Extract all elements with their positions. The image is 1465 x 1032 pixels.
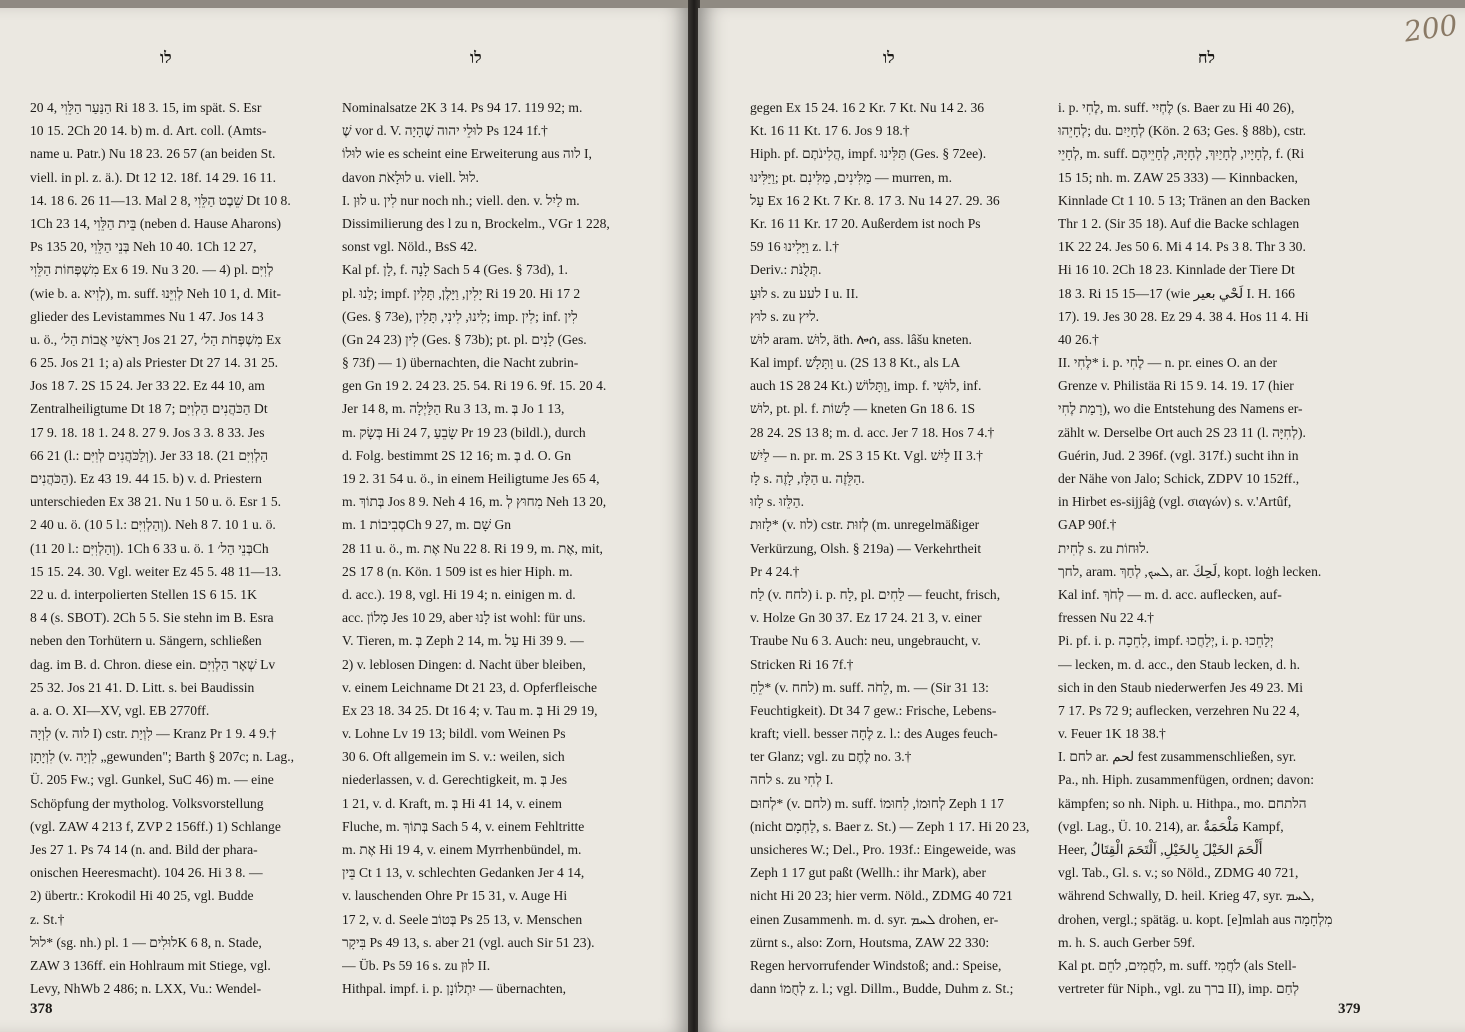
text-line: Nominalsatze 2K 3 14. Ps 94 17. 119 92; m.: [342, 100, 583, 115]
text-line: davon לוּלָאֹת u. viell. לוּל.: [342, 169, 479, 185]
running-head-right-outer: לח: [1198, 48, 1215, 67]
text-line: לָז s. הַלָּז, לָזֶה u. הַלֵּזֶה.: [750, 471, 865, 486]
text-line: vertreter für Niph., vgl. zu ברך II), imp. לְחַם: [1058, 981, 1299, 996]
text-line: der Nähe von Jalo; Schick, ZDPV 10 152ff.,: [1058, 471, 1300, 486]
text-line: (Ges. § 73e), לִינוּ, לִינִי, תָּלִין; imp. לִין; inf. לִין: [342, 308, 578, 324]
text-line: Hithpal. impf. i. p. יִתְלוֹנָן — übernachten,: [342, 981, 567, 996]
text-line: nicht Hi 20 23; hier verm. Nöld., ZDMG 40 721: [750, 888, 1013, 904]
text-line: Ü. 205 Fw.; vgl. Gunkel, SuC 46) m. — eine: [30, 772, 274, 788]
text-line: fressen Nu 22 4.†: [1058, 610, 1154, 626]
text-line: unterschieden Ex 38 21. Nu 1 50 u. ö. Esr 1 5.: [30, 494, 282, 510]
text-line: 20 4, הַנַּעַר הַלֵּוִי Ri 18 3. 15, im spät. S. Esr: [30, 100, 262, 115]
text-line: a. a. O. XI—XV, vgl. EB 2770ff.: [30, 702, 210, 718]
text-line: 15 15. 24. 30. Vgl. weiter Ez 45 5. 48 11—13.: [30, 563, 282, 579]
left-page: [0, 8, 690, 1032]
text-line: Grenze v. Philistäa Ri 15 9. 14. 19. 17 (hier: [1058, 378, 1294, 394]
text-line: Guérin, Jud. 2 396f. (vgl. 317f.) sucht ihn in: [1058, 447, 1299, 463]
text-line: 1Ch 23 14, בֵּית הַלֵּוִי (neben d. Hause Aharons): [30, 215, 282, 231]
text-line: unsicheres W.; Del., Pro. 193f.: Eingeweide, was: [750, 842, 1016, 857]
text-line: 22 u. d. interpolierten Stellen 1S 6 15. 1K: [30, 586, 257, 602]
text-line: Levy, NhWb 2 486; n. LXX, Vu.: Wendel-: [30, 981, 262, 996]
text-line: I. לחם ar. لحم fest zusammenschließen, syr.: [1058, 749, 1297, 765]
text-line: m. אֶת Hi 19 4, v. einem Myrrhenbündel, m.: [342, 842, 582, 857]
text-line: d. Folg. bestimmt 2S 12 16; m. בְּ d. O. Gn: [342, 447, 572, 463]
text-line: glieder des Levistammes Nu 1 47. Jos 14 3: [30, 308, 264, 324]
text-line: (nicht לַחְמָם, s. Baer z. St.) — Zeph 1 17. Hi 20 23,: [750, 818, 1030, 834]
running-head-left-outer: לו: [160, 48, 172, 67]
text-line: (vgl. ZAW 4 213 f, ZVP 2 156ff.) 1) Schlange: [30, 818, 281, 834]
handwritten-page-note: 200: [1401, 8, 1460, 49]
text-line: לוּל* (sg. nh.) pl. לוּלִים — 1K 6 8, n. Stade,: [30, 934, 262, 950]
text-line: לוּץ s. zu ליץ.: [750, 308, 820, 324]
text-line: name u. Patr.) Nu 18 23. 26 57 (an beiden St.: [30, 146, 276, 162]
text-line: kraft; viell. besser לֶחָה z. l.: des Auges feuch-: [750, 726, 998, 742]
text-line: 8 4 (s. SBOT). 2Ch 5 5. Sie stehn im B. Esra: [30, 610, 274, 626]
text-line: d. acc.). 19 8, vgl. Hi 19 4; n. einigen m. d.: [342, 586, 576, 602]
text-line: לחה s. zu לְחִי I.: [750, 772, 834, 788]
text-line: (Gn 24 23) לִין (Ges. § 73b); pt. pl. לָנִים (Ges.: [342, 331, 587, 347]
text-line: v. einem Leichname Dt 21 23, d. Opferfleische: [342, 679, 598, 695]
text-line: Hiph. pf. הֲלִינֹתֶם, impf. תַּלִּינוּ (Ges. § 72ee).: [750, 146, 987, 162]
text-line: Kr. 16 11 Kr. 17 20. Außerdem ist noch Ps: [750, 215, 981, 231]
text-line: 30 6. Oft allgemein im S. v.: weilen, sich: [342, 749, 565, 765]
text-line: לֵחַ* (v. לחח) m. suff. לֵחֹה, m. — (Sir 31 13:: [750, 679, 989, 695]
text-line: zürnt s., also: Zorn, Houtsma, ZAW 22 330:: [750, 934, 990, 950]
text-line: ZAW 3 136ff. ein Hohlraum mit Stiege, vgl.: [30, 957, 271, 973]
text-line: onischen Heeresmacht). 104 26. Hi 3 8. —: [30, 865, 263, 881]
text-line: 15 15; nh. m. ZAW 25 333) — Kinnbacken,: [1058, 169, 1298, 185]
text-line: לָזוּת* (v. לוז) cstr. לְזוּת (m. unregelmäßiger: [750, 517, 980, 533]
text-line: V. Tieren, m. בְּ Zeph 2 14, m. עַל Hi 39 9. —: [342, 633, 584, 649]
text-line: Dissimilierung des l zu n, Brockelm., VGr 1 228,: [342, 215, 610, 231]
text-line: Deriv.: תְּלֻנֹּת.: [750, 262, 822, 278]
text-line: § 73f) — 1) übernachten, die Nacht zubrin-: [342, 355, 579, 371]
text-line: וַיַּלִּינוּ; pt. מַלִּינִים, מַלִּינִם — murren, m.: [750, 169, 952, 185]
text-line: m. h. S. auch Gerber 59f.: [1058, 934, 1196, 950]
text-line: in Hirbet es-sijjâġ (vgl. σιαγών) s. v.'Artûf,: [1058, 494, 1292, 510]
text-line: neben den Torhütern u. Sängern, schließen: [30, 633, 262, 649]
text-line: I. לוּן u. לִין nur noch nh.; viell. den. v. לַיִל m.: [342, 192, 580, 208]
text-line: während Schwally, D. heil. Krieg 47, syr. ܠܚܡ,: [1058, 888, 1315, 904]
right-page-column-2: [1058, 96, 1363, 996]
text-line: GAP 90f.†: [1058, 517, 1117, 533]
text-line: לָזוּ s. הַלֵּזוּ.: [750, 494, 804, 510]
right-page-column-1: [750, 96, 1050, 996]
text-line: לִוְיָה (v. לוה I) cstr. לִוְיַת — Kranz Pr 1 9. 4 9.†: [30, 726, 277, 742]
text-line: (vgl. Lag., Ü. 10. 214), ar. مَلْحَمَةٌ Kampf,: [1058, 818, 1284, 834]
text-line: 25 32. Jos 21 41. D. Litt. s. bei Baudissin: [30, 679, 255, 695]
text-line: 6 25. Jos 21 1; a) als Priester Dt 27 14. 31 25.: [30, 355, 279, 371]
text-line: dann לְחֻמוֹ z. l.; vgl. Dillm., Budde, Duhm z. St.;: [750, 981, 1014, 996]
text-line: לחך, aram. ܠܚܟ, לְחַךְ, ar. لَحِكَ, kopt. loġh lecken.: [1058, 563, 1322, 579]
text-line: sich in den Staub niederwerfen Jes 49 23. Mi: [1058, 679, 1304, 695]
text-line: Jes 27 1. Ps 74 14 (n. and. Bild der phara-: [30, 842, 258, 857]
left-page-column-2: [342, 96, 652, 996]
text-line: (wie b. a. לְוִיא), m. suff. לְוִיֵּנוּ Neh 10 1, d. Mit-: [30, 285, 282, 301]
text-line: Regen hervorrufender Windstoß; and.: Speise,: [750, 957, 1002, 973]
text-line: Stricken Ri 16 7f.†: [750, 656, 854, 672]
text-line: לוּלוֹ wie es scheint eine Erweiterung aus לוה I,: [342, 146, 592, 162]
text-line: עַל Ex 16 2 Kt. 7 Kr. 8. 17 3. Nu 14 27. 29. 36: [750, 192, 1000, 208]
text-line: II. לֶחִי* i. p. לֶחִי — n. pr. eines O. an der: [1058, 355, 1278, 371]
text-line: zählt w. Derselbe Ort auch 2S 23 11 (l. לְחִיָּה).: [1058, 424, 1306, 440]
text-line: ter Glanz; vgl. zu לֶחֶם no. 3.†: [750, 749, 912, 765]
text-line: dag. im B. d. Chron. diese ein. שְׁאָר הַלְוִיִּם Lv: [30, 656, 276, 672]
text-line: Pr 4 24.†: [750, 563, 800, 579]
text-line: Jos 18 7. 2S 15 24. Jer 33 22. Ez 44 10, am: [30, 378, 265, 394]
text-line: pl. לַנוּ; impf. יָלִין, וַיָּלֶן, תָּלִין Ri 19 20. Hi 17 2: [342, 285, 581, 301]
text-line: לַיִשׁ — n. pr. m. 2S 3 15 Kt. Vgl. לַיִשׁ II 3.†: [750, 447, 983, 463]
text-line: 17 2, v. d. Seele בְּטוֹב Ps 25 13, v. Menschen: [342, 911, 583, 927]
text-line: Fluche, m. בְּתוֹךְ Sach 5 4, v. einem Fehltritte: [342, 818, 585, 834]
text-line: Ex 23 18. 34 25. Dt 16 4; v. Tau m. בְּ Hi 29 19,: [342, 702, 598, 718]
text-line: i. p. לֶחִי, m. suff. לֶחְיִי (s. Baer zu Hi 40 26),: [1058, 100, 1295, 115]
text-line: Hi 16 10. 2Ch 18 23. Kinnlade der Tiere Dt: [1058, 262, 1295, 278]
text-line: kämpfen; so nh. Niph. u. Hithpa., mo. הלתחם: [1058, 795, 1307, 811]
text-line: Jer 14 8, m. הַלַּיְלָה Ru 3 13, m. בְּ Jo 1 13,: [342, 401, 565, 417]
text-line: Kt. 16 11 Kt. 17 6. Jos 9 18.†: [750, 123, 910, 139]
text-line: vgl. Tab., Gl. s. v.; so Nöld., ZDMG 40 721,: [1058, 865, 1299, 881]
text-line: acc. מָלוֹן Jes 10 29, aber לָנוּ ist wohl: für uns.: [342, 610, 586, 626]
text-line: 66 21 (l.: וְלַכֹּהֲנִים לְוִיִּם). Jer 33 18. (21 הַלְוִיִּם: [30, 447, 269, 463]
text-line: לְחִית s. zu לוּחוֹת.: [1058, 540, 1150, 556]
text-line: Traube Nu 6 3. Auch: neu, ungebraucht, v.: [750, 633, 981, 649]
text-line: drohen, vergl.; spätäg. u. kopt. [e]mlah aus מִלְחָמָה: [1058, 911, 1333, 927]
text-line: 40 26.†: [1058, 331, 1099, 347]
text-line: לוּשׁ aram. לוּשׁ, äth. ሎሰ, ass. lâšu kneten.: [750, 331, 972, 347]
text-line: 17). 19. Jes 30 28. Ez 29 4. 38 4. Hos 11 4. Hi: [1058, 308, 1309, 324]
text-line: Zeph 1 17 gut paßt (Wellh.: ihr Mark), aber: [750, 865, 986, 881]
text-line: viell. in pl. z. ä.). Dt 12 12. 18f. 14 29. 16 11.: [30, 169, 277, 185]
text-line: בֵּין Ct 1 13, v. schlechten Gedanken Jer 4 14,: [342, 865, 585, 881]
text-line: Kal impf. וַתָּלָשׁ u. (2S 13 8 Kt., als LA: [750, 355, 961, 371]
text-line: einen Zusammenh. m. d. syr. ܠܚܡ drohen, er-: [750, 911, 999, 927]
text-line: 1K 22 24. Jes 50 6. Mi 4 14. Ps 3 8. Thr 3 30.: [1058, 239, 1306, 255]
text-line: — lecken, m. d. acc., den Staub lecken, d. h.: [1058, 656, 1300, 672]
text-line: Pi. pf. i. p. לִחֵכָה, impf. יְלַחֲכוּ, i. p. יְלַחֵכוּ: [1058, 633, 1274, 649]
text-line: 2) übertr.: Krokodil Hi 40 25, vgl. Budde: [30, 888, 254, 904]
text-line: v. Holze Gn 30 37. Ez 17 24. 21 3, v. einer: [750, 610, 982, 626]
text-line: 2 40 u. ö. (10 5 l.: וְהַלְוִיִּם). Neh 8 7. 10 1 u. ö.: [30, 517, 276, 533]
text-line: niederlassen, v. d. Gerechtigkeit, m. בְּ Jes: [342, 772, 568, 788]
text-line: Pa., nh. Hiph. zusammenfügen, ordnen; davon:: [1058, 772, 1314, 788]
text-line: gen Gn 19 2. 24 23. 25. 54. Ri 19 6. 9f. 15. 20 4.: [342, 378, 607, 394]
text-line: 59 16 וַיָּלִינוּ z. l.†: [750, 239, 840, 255]
text-line: Verkürzung, Olsh. § 219a) — Verkehrtheit: [750, 540, 982, 556]
text-line: gegen Ex 15 24. 16 2 Kr. 7 Kt. Nu 14 2. 36: [750, 100, 985, 115]
text-line: sonst vgl. Nöld., BsS 42.: [342, 239, 478, 255]
text-line: Ps 135 20, בְּנֵי הַלֵּוִי Neh 10 40. 1Ch 12 27,: [30, 239, 257, 255]
text-line: auch 1S 28 24 Kt.) וַתָּלוֹשׁ, imp. f. לוּשִׁי, inf.: [750, 378, 982, 394]
left-page-column-1: [30, 96, 330, 996]
text-line: לוּעַ s. zu לעע I u. II.: [750, 285, 859, 301]
text-line: u. ö., רָאשֵׁי אֲבוֹת הַל׳ Jos 21 27, מִשְׁפְּחֹת הַל׳ Ex: [30, 331, 282, 347]
text-line: 7 17. Ps 72 9; auflecken, verzehren Nu 22 4,: [1058, 702, 1300, 718]
text-line: 14. 18 6. 26 11—13. Mal 2 8, שֵׁבֶט הַלֵּוִי Dt 10 8.: [30, 192, 291, 208]
text-line: מִשְׁפְּחוֹת הַלֵּוִי Ex 6 19. Nu 3 20. — 4) pl. לְוִיִּם: [30, 262, 274, 278]
text-line: 28 24. 2S 13 8; m. d. acc. Jer 7 18. Hos 7 4.†: [750, 424, 995, 440]
right-page: [698, 8, 1465, 1032]
text-line: v. lauschenden Ohre Pr 15 31, v. Auge Hi: [342, 888, 568, 904]
text-line: Kal pf. לָן, f. לָנָה Sach 5 4 (Ges. § 73d), 1.: [342, 262, 568, 278]
text-line: m. בְּשָׂק Hi 24 7, שָׂבֵעַ Pr 19 23 (bildl.), durch: [342, 424, 586, 440]
text-line: Schöpfung der mytholog. Volksvorstellung: [30, 795, 264, 811]
running-head-left-inner: לו: [470, 48, 482, 67]
text-line: z. St.†: [30, 911, 65, 927]
text-line: לַח (v. לחח) i. p. לָח, pl. לַחִים — feucht, frisch,: [750, 586, 1001, 602]
text-line: m. בְּתוֹךְ Jos 8 9. Neh 4 16, m. מִחוּץ לְ Neh 13 20,: [342, 494, 607, 510]
text-line: לִוְיָתָן (v. לִוְיָה „gewunden"; Barth § 207c; n. Lag.,: [30, 749, 294, 765]
text-line: (11 20 l.: וְהַלְוִיִּם). 1Ch 6 33 u. ö. בְּנֵי הַל׳ 1Ch: [30, 540, 269, 556]
text-line: 28 11 u. ö., m. אֶת Nu 22 8. Ri 19 9, m. אֶת, mit,: [342, 540, 603, 556]
text-line: 17 9. 18. 18 1. 24 8. 27 9. Jos 3 3. 8 33. Jes: [30, 424, 265, 440]
page-number-right: 379: [1338, 1001, 1361, 1017]
text-line: לְחָיֵהוּ; du. לְחָיַיִם (Kön. 2 63; Ges. § 88b), cstr.: [1058, 123, 1307, 139]
text-line: לוּשׁ, pt. pl. f. לָשׁוֹת — kneten Gn 18 6. 1S: [750, 401, 976, 417]
text-line: v. Feuer 1K 18 38.†: [1058, 726, 1166, 742]
text-line: לְחָיֵי, m. suff. לְחָיָיו, לְחָיַיִךְ, לְחָיָהּ, לְחָיֵיהֶם, f. (Ri: [1058, 146, 1305, 162]
text-line: Zentralheiligtume Dt 18 7; הַכֹּהֲנִים הַלְוִיִּם Dt: [30, 401, 268, 417]
text-line: 1 21, v. d. Kraft, m. בְּ Hi 41 14, v. einem: [342, 795, 563, 811]
text-line: v. Lohne Lv 19 13; bildl. vom Weinen Ps: [342, 726, 566, 742]
text-line: רָמַת לֶחִי), wo die Entstehung des Namens er-: [1058, 401, 1303, 417]
text-line: בִּיקָר Ps 49 13, s. aber 21 (vgl. auch Sir 51 23).: [342, 934, 595, 950]
text-line: לְחוּם* (v. לחם) m. suff. לְחוּמוֹ, לִחוּמוֹ Zeph 1 17: [750, 795, 1004, 811]
text-line: — Üb. Ps 59 16 s. zu לוּן II.: [342, 957, 491, 973]
text-line: Feuchtigkeit). Dt 34 7 gew.: Frische, Lebens-: [750, 702, 997, 718]
text-line: Kal pt. לֹחֲמִים, לֹחֵם, m. suff. לֹחֲמִי (als Stell-: [1058, 957, 1297, 973]
text-line: Kal inf. לְחֹךְ — m. d. acc. auflecken, auf-: [1058, 586, 1282, 602]
text-line: 10 15. 2Ch 20 14. b) m. d. Art. coll. (Amts-: [30, 123, 267, 139]
text-line: 18 3. Ri 15 15—17 (wie لَحْي بعير I. H. 166: [1058, 285, 1295, 301]
text-line: Heer, أَلْحَمَ الخَيْلَ بِالخَيْلِ, اَلْتَحَمَ الْقِتَالُ: [1058, 842, 1263, 857]
text-line: הַכֹּהֲנִים). Ez 43 19. 44 15. b) v. d. Priestern: [30, 471, 262, 486]
running-head-right-inner: לו: [883, 48, 895, 67]
text-line: שֶׁ vor d. V. לוּלֵי יהוה שֶׁהָיָה Ps 124 1f.†: [342, 123, 548, 139]
text-line: 2) v. leblosen Dingen: d. Nacht über bleiben,: [342, 656, 586, 672]
text-line: m. סְבִיבוֹת 1Ch 9 27, m. שָׁם Gn: [342, 517, 512, 533]
text-line: Kinnlade Ct 1 10. 5 13; Tränen an den Backen: [1058, 192, 1311, 208]
text-line: Thr 1 2. (Sir 35 18). Auf die Backe schlagen: [1058, 215, 1300, 231]
text-line: 2S 17 8 (n. Kön. 1 509 ist es hier Hiph. m.: [342, 563, 573, 579]
text-line: 19 2. 31 54 u. ö., in einem Heiligtume Jes 65 4,: [342, 471, 600, 486]
page-number-left: 378: [30, 1001, 53, 1017]
